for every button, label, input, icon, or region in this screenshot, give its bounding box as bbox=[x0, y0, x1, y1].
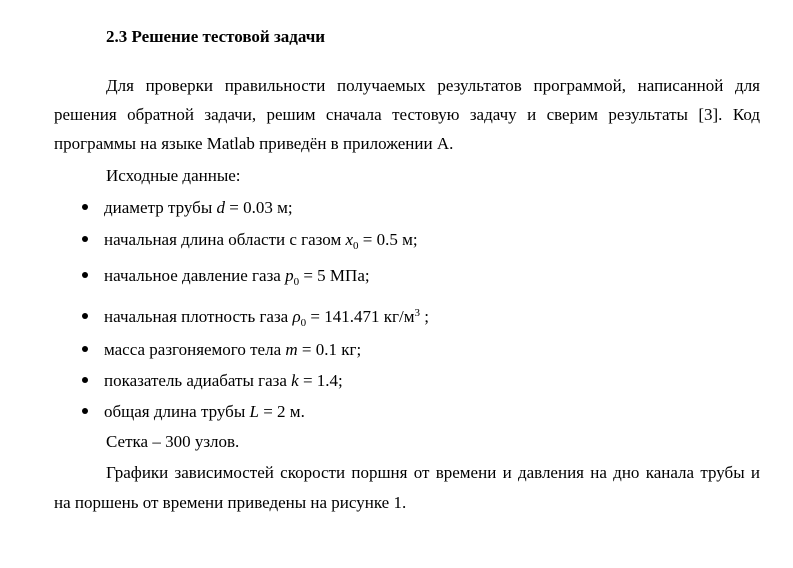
bullet-value: = 2 м. bbox=[258, 402, 305, 421]
bullet-text: начальное давление газа bbox=[104, 266, 286, 285]
bullet-icon bbox=[82, 204, 88, 210]
bullet-value: = 141.471 кг/м bbox=[306, 307, 415, 326]
bullet-text: общая длина трубы bbox=[104, 402, 250, 421]
intro-line-2: решения обратной задачи, решим сначала тестовую задачу и сверим результаты [3]. Код bbox=[54, 105, 760, 124]
bullet-variable: d bbox=[216, 198, 225, 217]
bullet-text: начальная длина области с газом bbox=[104, 230, 346, 249]
bullet-variable: ρ bbox=[292, 307, 301, 326]
bullet-variable: L bbox=[249, 402, 259, 421]
bullet-text: начальная плотность газа bbox=[104, 307, 293, 326]
grid-line: Сетка – 300 узлов. bbox=[106, 432, 240, 451]
bullet-variable: k bbox=[291, 371, 299, 390]
intro-line-1: Для проверки правильности получаемых результатов программой, написанной для bbox=[106, 76, 760, 95]
bullet-variable: x bbox=[345, 230, 354, 249]
bullet-variable: m bbox=[285, 340, 298, 359]
section-heading: 2.3 Решение тестовой задачи bbox=[106, 27, 326, 46]
bullet-subscript: 0 bbox=[300, 317, 307, 329]
bullet-item bbox=[82, 229, 418, 257]
bullet-value: = 0.5 м; bbox=[358, 230, 418, 249]
bullet-item bbox=[82, 265, 370, 293]
bullet-value: = 0.1 кг; bbox=[297, 340, 362, 359]
bullet-superscript: 3 bbox=[414, 307, 420, 319]
initial-data-label: Исходные данные: bbox=[106, 166, 241, 185]
bullet-value: = 5 МПа; bbox=[299, 266, 370, 285]
bullet-value: = 1.4; bbox=[298, 371, 343, 390]
bullet-icon bbox=[82, 346, 88, 352]
bullet-text: показатель адиабаты газа bbox=[104, 371, 292, 390]
bullet-item bbox=[82, 339, 361, 361]
bullet-value: = 0.03 м; bbox=[225, 198, 293, 217]
bullet-variable: p bbox=[285, 266, 294, 285]
bullet-tail: ; bbox=[419, 307, 429, 326]
bullet-subscript: 0 bbox=[293, 276, 300, 288]
closing-line-1: Графики зависимостей скорости поршня от времени и давления на дно канала трубы и bbox=[106, 463, 760, 482]
bullet-item bbox=[82, 302, 429, 334]
bullet-text: масса разгоняемого тела bbox=[104, 340, 286, 359]
bullet-icon bbox=[82, 272, 88, 278]
bullet-text: диаметр трубы bbox=[104, 198, 217, 217]
intro-line-3: программы на языке Matlab приведён в приложении А. bbox=[54, 134, 454, 153]
bullet-icon bbox=[82, 313, 88, 319]
bullet-icon bbox=[82, 408, 88, 414]
bullet-icon bbox=[82, 236, 88, 242]
closing-line-2: на поршень от времени приведены на рисунке 1. bbox=[54, 493, 407, 512]
bullet-item bbox=[82, 401, 305, 423]
bullet-item bbox=[82, 197, 293, 219]
bullet-subscript: 0 bbox=[353, 240, 359, 252]
bullet-item bbox=[82, 370, 343, 392]
bullet-icon bbox=[82, 377, 88, 383]
